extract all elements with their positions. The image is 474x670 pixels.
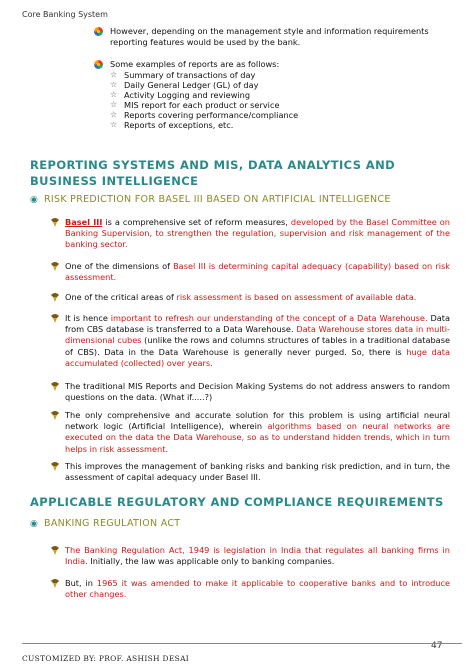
paragraph: The Banking Regulation Act, 1949 is legislation in India that regulates all banking firms in India. Initially, the law was applicable only to banking companies. [50,545,450,567]
eye-icon: ◉ [30,195,39,205]
lightbulb-icon: ☆ [110,80,118,89]
acorn-bullet-icon [50,381,60,392]
paragraph: Basel III is a comprehensive set of reform measures, developed by the Basel Committee on Banking Supervision, to strengthen the regulation, supervision and risk management of the banking sector. [50,217,450,251]
report-item: ☆ Reports of exceptions, etc. [110,120,234,130]
paragraph: It is hence important to refresh our understanding of the concept of a Data Warehouse. Data from CBS database is transferred to a Data Warehouse. Data Warehouse stores data in multi-dimensional cubes (unlike the rows and columns structures of tables in a traditional database of CBS). Data in the Data Warehouse is generally never purged. So, there is huge data accumulated (collected) over years. [50,313,450,369]
reports-intro: Some examples of reports are as follows: [94,59,454,70]
footer-divider [22,643,462,644]
paragraph: This improves the management of banking risks and banking risk prediction, and in turn, the assessment of capital adequacy under Basel III. [50,461,450,483]
subsection-heading: ◉ BANKING REGULATION ACT [30,518,181,529]
section-heading: REPORTING SYSTEMS AND MIS, DATA ANALYTICS AND BUSINESS INTELLIGENCE [30,158,396,188]
acorn-bullet-icon [50,261,60,272]
paragraph: But, in 1965 it was amended to make it applicable to cooperative banks and to introduce other changes. [50,578,450,600]
lightbulb-icon: ☆ [110,120,118,129]
report-item: ☆ MIS report for each product or service [110,100,280,110]
flower-bullet-icon [94,27,103,36]
paragraph: One of the dimensions of Basel III is determining capital adequacy (capability) based on risk assessment. [50,261,450,283]
report-item: ☆ Activity Logging and reviewing [110,90,251,100]
lightbulb-icon: ☆ [110,100,118,109]
footer-credit: CUSTOMIZED BY: PROF. ASHISH DESAI [22,654,190,663]
flower-bullet-icon [94,60,103,69]
lightbulb-icon: ☆ [110,70,118,79]
intro-block [94,26,454,130]
acorn-bullet-icon [50,217,60,228]
report-item: ☆ Summary of transactions of day [110,70,256,80]
lightbulb-icon: ☆ [110,110,118,119]
subsection-heading: ◉ RISK PREDICTION FOR BASEL III BASED ON ARTIFICIAL INTELLIGENCE [30,194,391,205]
acorn-bullet-icon [50,410,60,421]
report-item: ☆ Daily General Ledger (GL) of day [110,80,259,90]
paragraph: The only comprehensive and accurate solution for this problem is using artificial neural network logic (Artificial Intelligence), wherein algorithms based on neural networks are executed on the data the Data Warehouse, so as to understand hidden trends, which in turn helps in risk assessment. [50,410,450,455]
acorn-bullet-icon [50,292,60,303]
intro-paragraph: However, depending on the management style and information requirements reporting features would be used by the bank. [94,26,454,48]
section-heading: APPLICABLE REGULATORY AND COMPLIANCE REQUIREMENTS [30,495,444,509]
running-header: Core Banking System [22,10,108,19]
acorn-bullet-icon [50,461,60,472]
lightbulb-icon: ☆ [110,90,118,99]
report-item: ☆ Reports covering performance/compliance [110,110,299,120]
acorn-bullet-icon [50,313,60,324]
paragraph: One of the critical areas of risk assessment is based on assessment of available data. [50,292,450,303]
acorn-bullet-icon [50,545,60,556]
page-number: 47 [431,641,443,651]
acorn-bullet-icon [50,578,60,589]
paragraph: The traditional MIS Reports and Decision Making Systems do not address answers to random questions on the data. (What if.....?) [50,381,450,403]
eye-icon: ◉ [30,519,39,529]
